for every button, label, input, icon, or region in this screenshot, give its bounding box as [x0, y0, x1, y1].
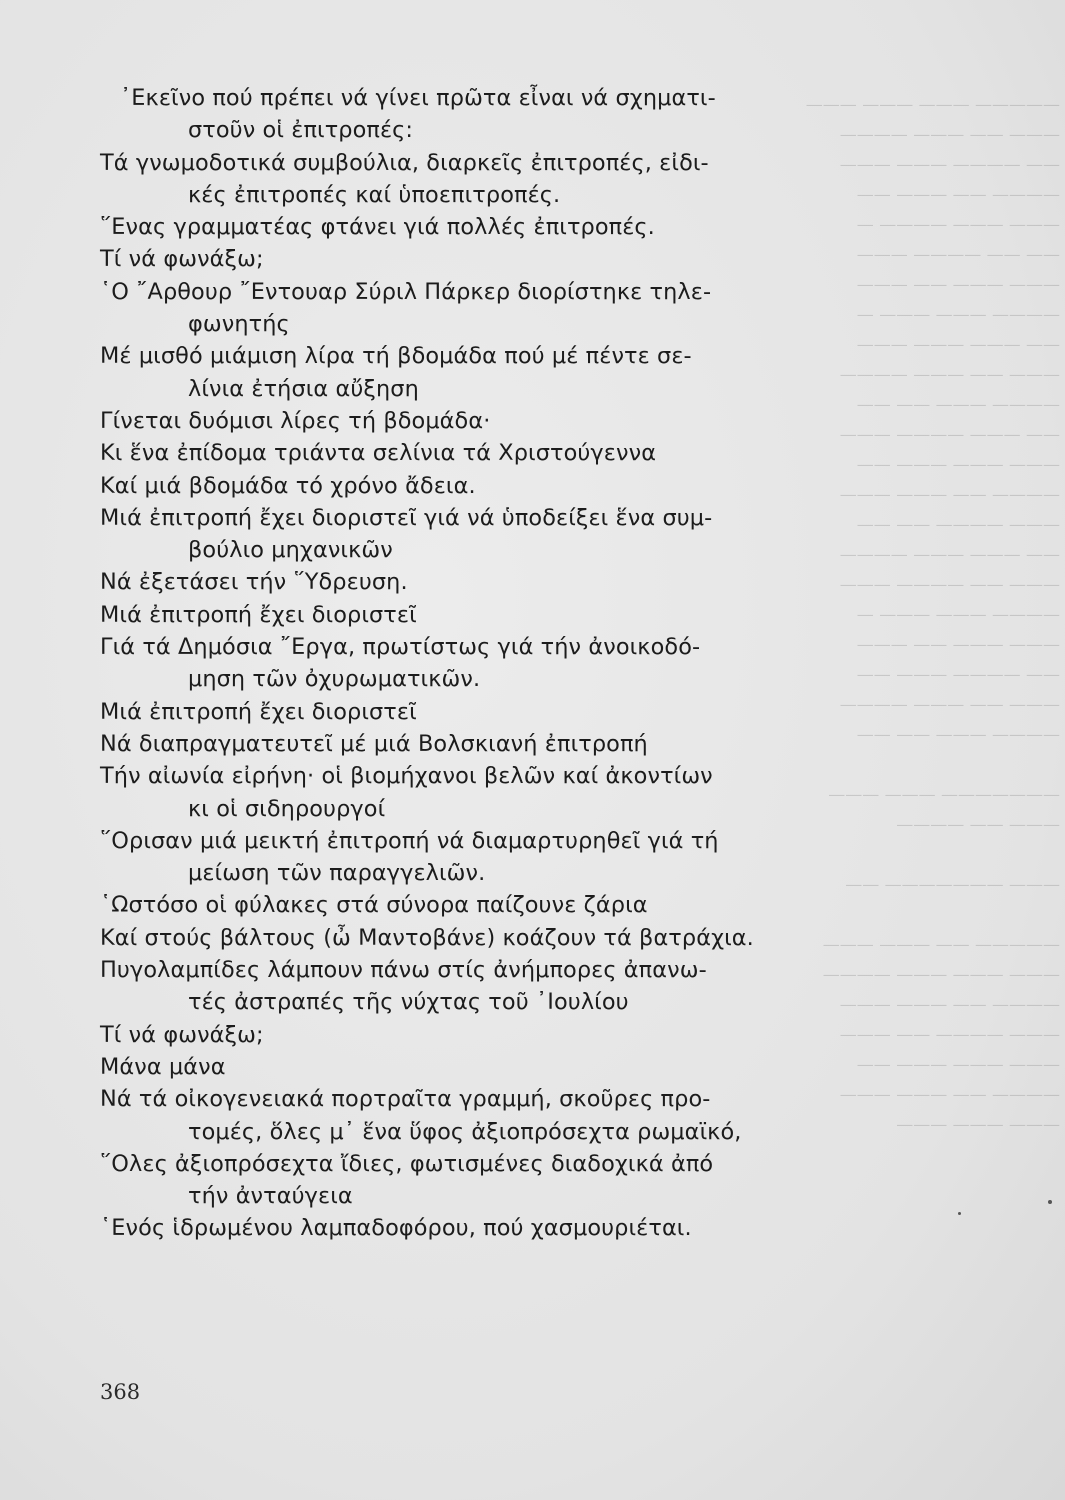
poem-line: βούλιο μηχανικῶν	[188, 537, 393, 564]
print-speck	[958, 1212, 961, 1215]
poem-line: ῞Ολες ἀξιοπρόσεχτα ἴδιες, φωτισμένες διαδοχικά ἀπό	[100, 1150, 714, 1177]
poem-line: κές ἐπιτροπές καί ὑποεπιτροπές.	[188, 181, 561, 208]
page-number: 368	[100, 1380, 141, 1404]
poem-line: Νά τά οἰκογενειακά πορτραῖτα γραμμή, σκοῦρες προ-	[100, 1086, 711, 1113]
poem-line: Γίνεται δυόμισι λίρες τή βδομάδα·	[100, 407, 491, 434]
poem-line: ῾Ενός ἱδρωμένου λαμπαδοφόρου, πού χασμουριέται.	[100, 1215, 692, 1242]
poem-line: Τί νά φωνάξω;	[100, 246, 264, 273]
poem-line: Μέ μισθό μιάμιση λίρα τή βδομάδα πού μέ πέντε σε-	[100, 343, 692, 370]
poem-line: ᾽Εκεῖνο πού πρέπει νά γίνει πρῶτα εἶναι νά σχηματι-	[120, 85, 716, 111]
poem-line: τομές, ὅλες μ᾽ ἕνα ὕφος ἀξιοπρόσεχτα ρωμαϊκό,	[188, 1118, 742, 1145]
show-through-text: ————— ——— ——— ——— ——— —— ——— ———— —— ———— ——— ——— ———— —— ——— —— ——— ——— ———— — —— —— ———— ——— ——— ——— —— ——— ———— ——— ——— — —— ——— ——— ——— ——— —— ——— ———— ———— ——— —— —— —— ——— ———— ——— ——— ——— ——— —— ———— —— ——— ——— ——— ———— —— —— —— ——— ——— ———— ——— —— ———— ——— ———— ——— ——— — ——— ——— —— ——— —— ———— ——— —— ——— —— ——— ———— ———— ——— —— —— ——————— ——— ——— ——— —— ———— ——— ——————— —— ————— —— ——— ——— ——— ——— ——— ———— ———— —— ——— ——— ——— ———— —— ——— ——— ——— ——— —— ———— —— ——— ——— ——— ——— ———	[805, 95, 1060, 1135]
poem-line: Μιά ἐπιτροπή ἔχει διοριστεῖ	[100, 698, 417, 725]
poem-line: μείωση τῶν παραγγελιῶν.	[188, 860, 486, 887]
poem-line: στοῦν οἱ ἐπιτροπές:	[188, 117, 414, 144]
poem-line: φωνητής	[188, 311, 290, 338]
poem-line: τήν ἀνταύγεια	[188, 1183, 353, 1210]
poem-line: λίνια ἐτήσια αὔξηση	[188, 375, 419, 402]
poem-line: ῞Ενας γραμματέας φτάνει γιά πολλές ἐπιτροπές.	[100, 214, 655, 241]
poem-line: Μιά ἐπιτροπή ἔχει διοριστεῖ	[100, 601, 417, 628]
poem-text	[100, 82, 860, 1245]
poem-line: ῞Ορισαν μιά μεικτή ἐπιτροπή νά διαμαρτυρηθεῖ γιά τή	[100, 827, 719, 854]
poem-line: Κι ἕνα ἐπίδομα τριάντα σελίνια τά Χριστούγεννα	[100, 440, 657, 467]
poem-line: Καί στούς βάλτους (ὦ Μαντοβάνε) κοάζουν τά βατράχια.	[100, 924, 754, 951]
poem-line: Νά ἐξετάσει τήν ῞Υδρευση.	[100, 569, 408, 596]
print-speck	[1048, 1200, 1052, 1204]
poem-line: μηση τῶν ὀχυρωματικῶν.	[188, 666, 481, 693]
poem-line: Μιά ἐπιτροπή ἔχει διοριστεῖ γιά νά ὑποδείξει ἕνα συμ-	[100, 504, 713, 531]
poem-line: ῾Ο ῎Αρθουρ ῎Εντουαρ Σύριλ Πάρκερ διορίστηκε τηλε-	[100, 278, 712, 305]
poem-line: Τήν αἰωνία εἰρήνη· οἱ βιομήχανοι βελῶν καί ἀκοντίων	[100, 763, 713, 790]
poem-line: τές ἀστραπές τῆς νύχτας τοῦ ᾽Ιουλίου	[188, 989, 629, 1016]
poem-line: ῾Ωστόσο οἱ φύλακες στά σύνορα παίζουνε ζάρια	[100, 892, 648, 919]
poem-line: Καί μιά βδομάδα τό χρόνο ἄδεια.	[100, 472, 476, 499]
poem-line: Τί νά φωνάξω;	[100, 1021, 264, 1048]
poem-line: κι οἱ σιδηρουργοί	[188, 795, 386, 822]
poem-line: Πυγολαμπίδες λάμπουν πάνω στίς ἀνήμπορες ἀπανω-	[100, 957, 707, 984]
poem-line: Γιά τά Δημόσια ῎Εργα, πρωτίστως γιά τήν ἀνοικοδό-	[100, 634, 701, 661]
poem-line: Μάνα μάνα	[100, 1053, 226, 1080]
poem-line: Νά διαπραγματευτεῖ μέ μιά Βολσκιανή ἐπιτροπή	[100, 730, 648, 757]
poem-line: Τά γνωμοδοτικά συμβούλια, διαρκεῖς ἐπιτροπές, εἰδι-	[100, 149, 709, 176]
